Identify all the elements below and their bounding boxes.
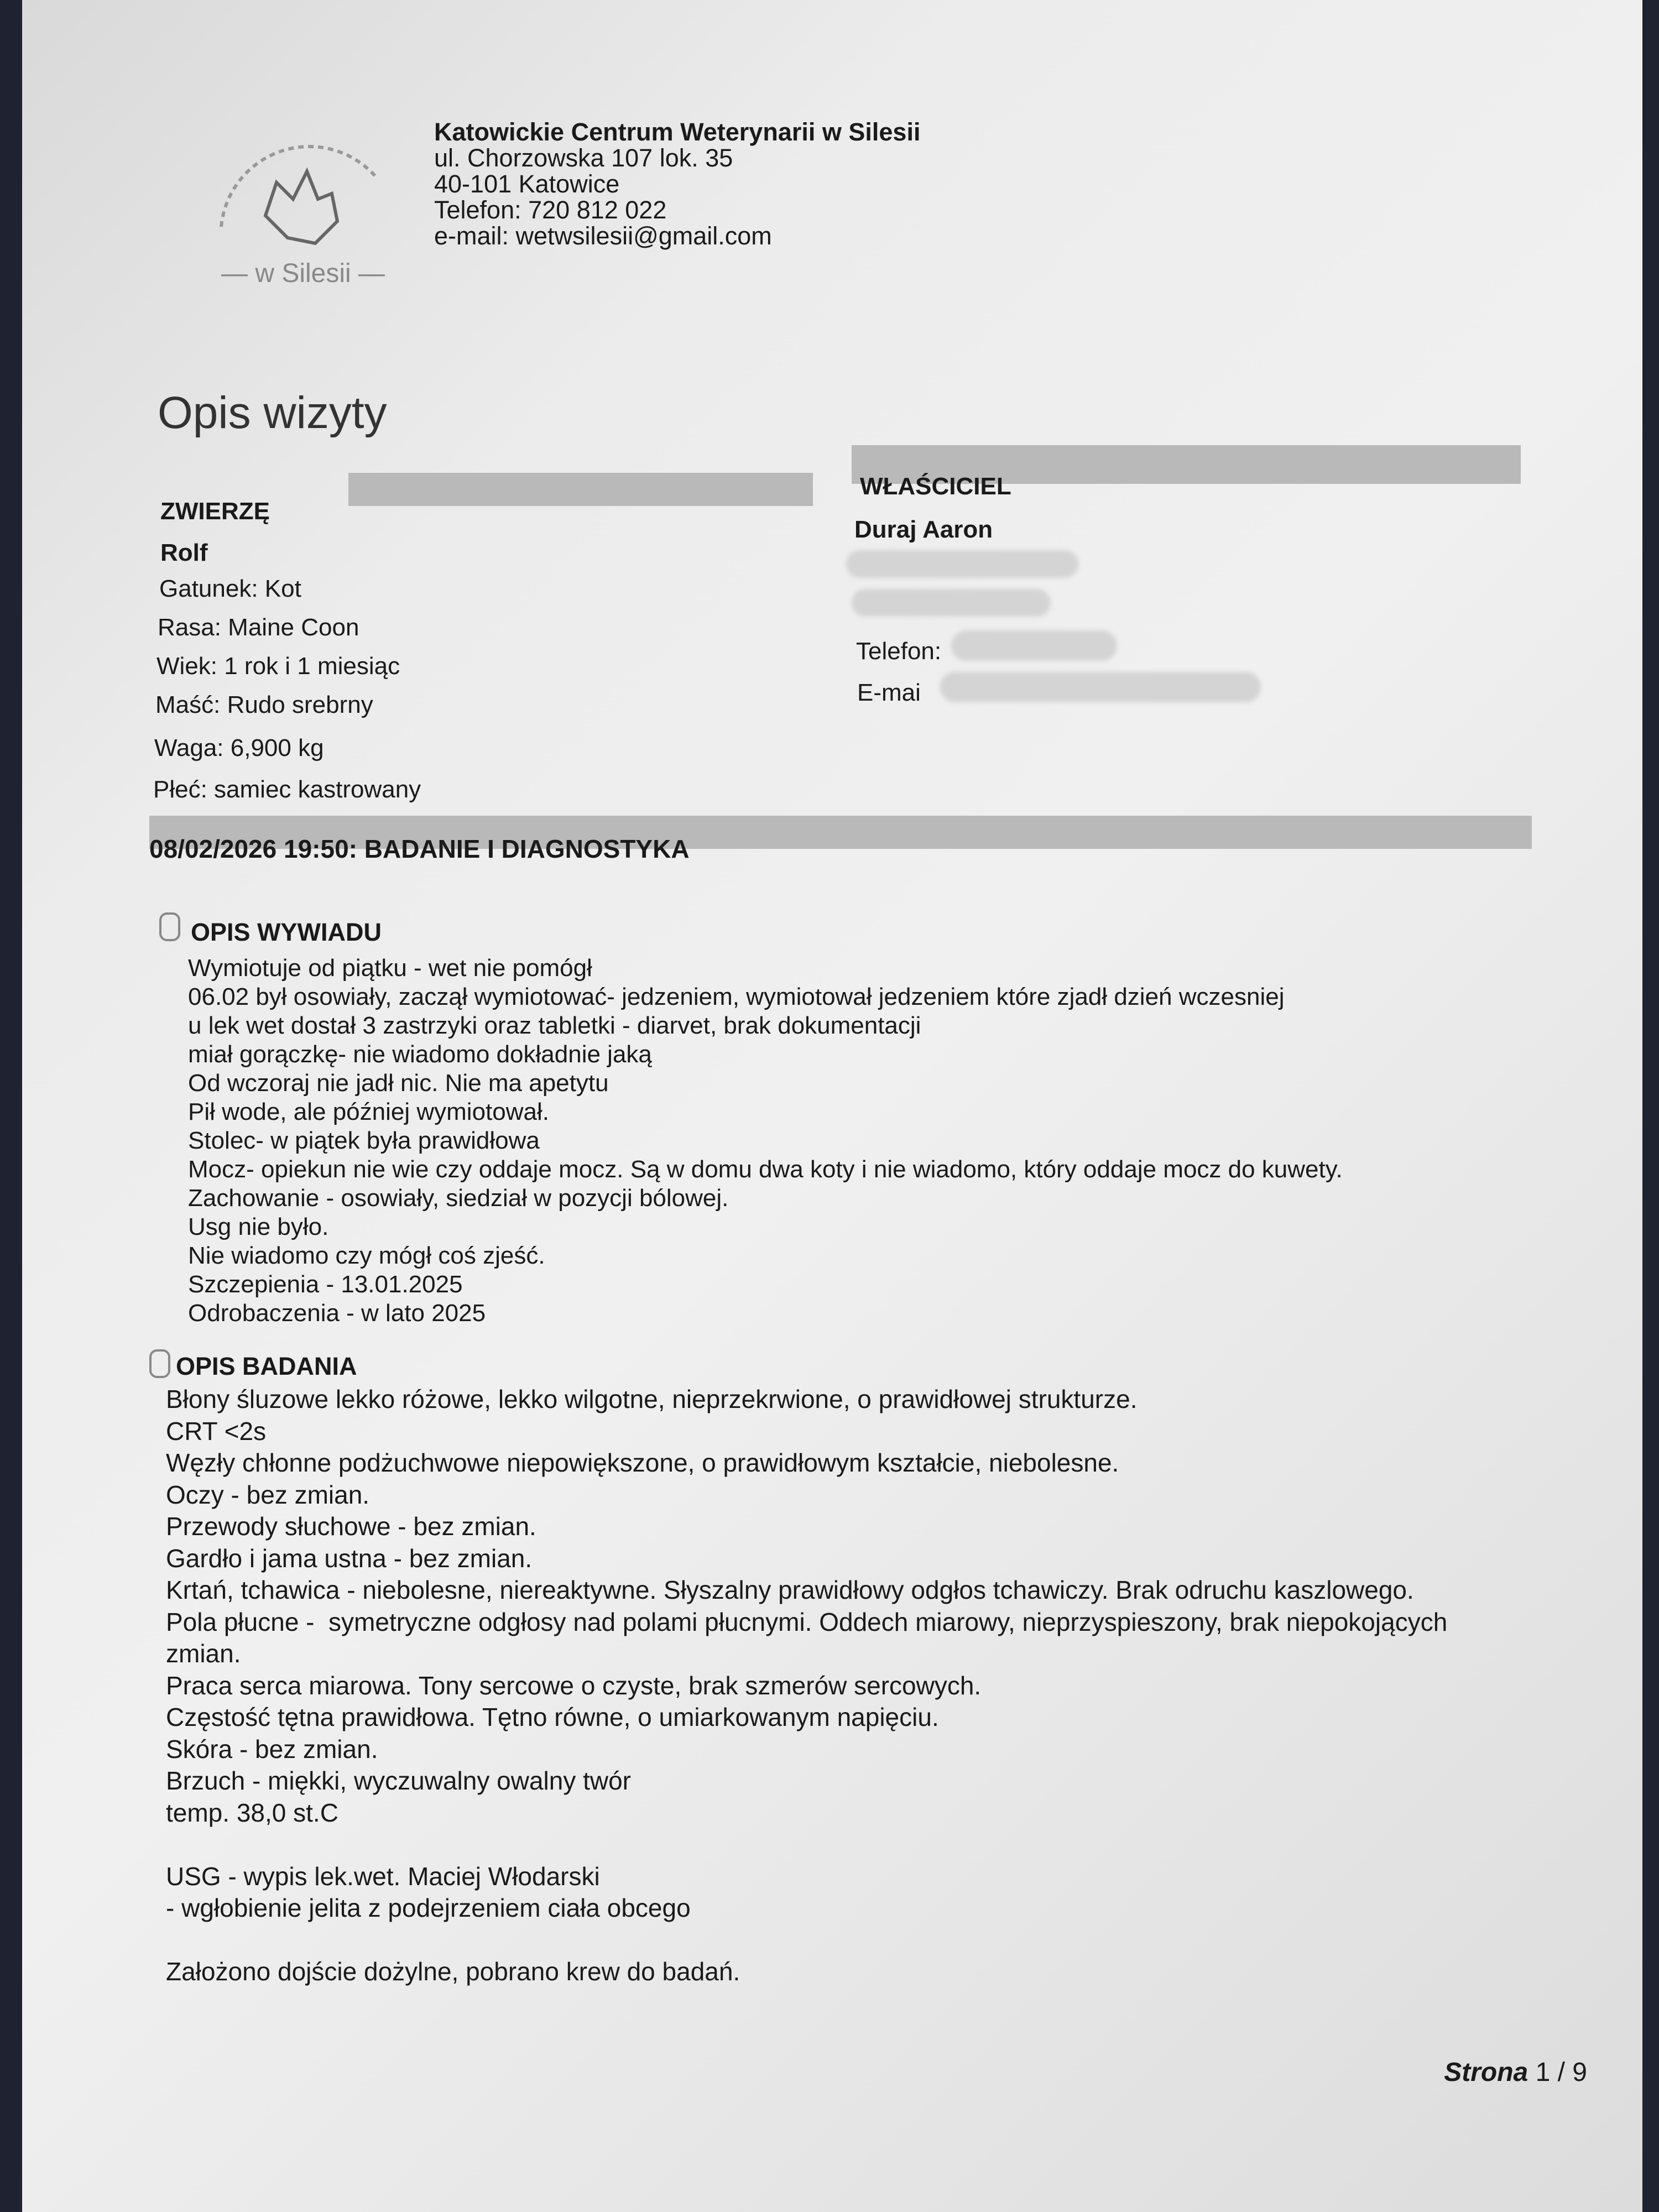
clinic-phone: Telefon: 720 812 022 [434,196,667,224]
interview-line: Usg nie było. [188,1213,329,1240]
redacted-owner-city [852,589,1051,617]
exam-heading: 08/02/2026 19:50: BADANIE I DIAGNOSTYKA [149,834,690,863]
exam-line: Częstość tętna prawidłowa. Tętno równe, o umiarkowanym napięciu. [166,1703,939,1731]
interview-line: Wymiotuje od piątku - wet nie pomógł [188,954,592,982]
owner-name: Duraj Aaron [854,516,993,543]
interview-line: Odrobaczenia - w lato 2025 [188,1300,486,1327]
redacted-owner-phone [951,630,1117,661]
owner-phone-label: Telefon: [856,638,942,665]
animal-sex: Płeć: samiec kastrowany [153,776,421,803]
exam-line: Krtań, tchawica - niebolesne, niereaktywne. Słyszalny prawidłowy odgłos tchawiczy. Brak odruchu kaszlowego. [166,1575,1414,1604]
owner-email-label: E-mai [857,679,921,706]
animal-species: Gatunek: Kot [159,575,301,602]
animal-heading: ZWIERZĘ [160,498,270,525]
exam-line: Założono dojście dożylne, pobrano krew do badań. [166,1957,740,1986]
exam-line: temp. 38,0 st.C [166,1798,338,1827]
interview-line: Od wczoraj nie jadł nic. Nie ma apetytu [188,1070,609,1097]
exam-line: Pola płucne - symetryczne odgłosy nad polami płucnymi. Oddech miarowy, nieprzyspieszony, brak niepokojących [166,1607,1448,1636]
page-title: Opis wizyty [158,388,387,438]
exam-line [166,1829,1447,1861]
clinic-logo [188,116,431,304]
interview-heading: OPIS WYWIADU [191,918,382,946]
interview-line: Mocz- opiekun nie wie czy oddaje mocz. Są w domu dwa koty i nie wiadomo, który oddaje mocz do kuwety. [188,1156,1343,1183]
page-number [1444,2057,1587,2088]
clinic-city: 40-101 Katowice [434,170,620,198]
exam-line: - wgłobienie jelita z podejrzeniem ciała obcego [166,1893,691,1922]
interview-line: Zachowanie - osowiały, siedział w pozycji bólowej. [188,1185,729,1212]
interview-line: Stolec- w piątek była prawidłowa [188,1127,540,1154]
paperclip-icon [149,1349,170,1378]
interview-line: u lek wet dostał 3 zastrzyki oraz tabletki - diarvet, brak dokumentacji [188,1012,921,1039]
exam-text [166,1384,1447,1988]
exam-line: Skóra - bez zmian. [166,1734,378,1764]
exam-line: USG - wypis lek.wet. Maciej Włodarski [166,1861,600,1891]
clinic-name: Katowickie Centrum Weterynarii w Silesii [434,118,921,146]
interview-line: Szczepienia - 13.01.2025 [188,1271,463,1298]
animal-breed: Rasa: Maine Coon [158,614,359,641]
redacted-owner-address [846,550,1078,578]
logo-text: — w Silesii — [221,259,385,288]
interview-line: 06.02 był osowiały, zaczął wymiotować- jedzeniem, wymiotował jedzeniem które zjadł dzień wczesniej [188,983,1285,1010]
exam-description-heading: OPIS BADANIA [176,1352,357,1380]
page-current: 1 [1535,2058,1551,2087]
redacted-owner-email [940,672,1261,702]
animal-header-bar [348,473,813,506]
paperclip-icon [159,912,180,941]
exam-line: Brzuch - miękki, wyczuwalny owalny twór [166,1766,632,1795]
interview-line: Nie wiadomo czy mógł coś zjeść. [188,1242,545,1269]
page-total: / 9 [1557,2058,1587,2087]
page-label: Strona [1444,2058,1528,2087]
exam-line [166,1924,1447,1957]
interview-line: miał gorączkę- nie wiadomo dokładnie jaką [188,1041,652,1068]
clinic-address: ul. Chorzowska 107 lok. 35 [434,144,733,172]
animal-coat: Maść: Rudo srebrny [155,691,373,718]
exam-line: Błony śluzowe lekko różowe, lekko wilgotne, nieprzekrwione, o prawidłowej strukturze. [166,1385,1138,1413]
interview-line: Pił wode, ale później wymiotował. [188,1098,549,1125]
animal-name: Rolf [160,539,208,566]
clinic-email: e-mail: wetwsilesii@gmail.com [434,222,772,250]
owner-heading: WŁAŚCICIEL [860,473,1011,500]
exam-line: zmian. [166,1639,241,1668]
clinic-info [434,119,920,249]
exam-line: Przewody słuchowe - bez zmian. [166,1512,536,1541]
exam-line: Oczy - bez zmian. [166,1480,370,1509]
animal-weight: Waga: 6,900 kg [154,734,324,761]
animal-age: Wiek: 1 rok i 1 miesiąc [156,653,400,680]
exam-line: Gardło i jama ustna - bez zmian. [166,1543,533,1573]
exam-line: CRT <2s [166,1416,267,1446]
exam-line: Praca serca miarowa. Tony sercowe o czyste, brak szmerów sercowych. [166,1671,982,1700]
exam-line: Węzły chłonne podżuchwowe niepowiększone, o prawidłowym kształcie, niebolesne. [166,1448,1119,1477]
interview-text [188,954,1343,1328]
